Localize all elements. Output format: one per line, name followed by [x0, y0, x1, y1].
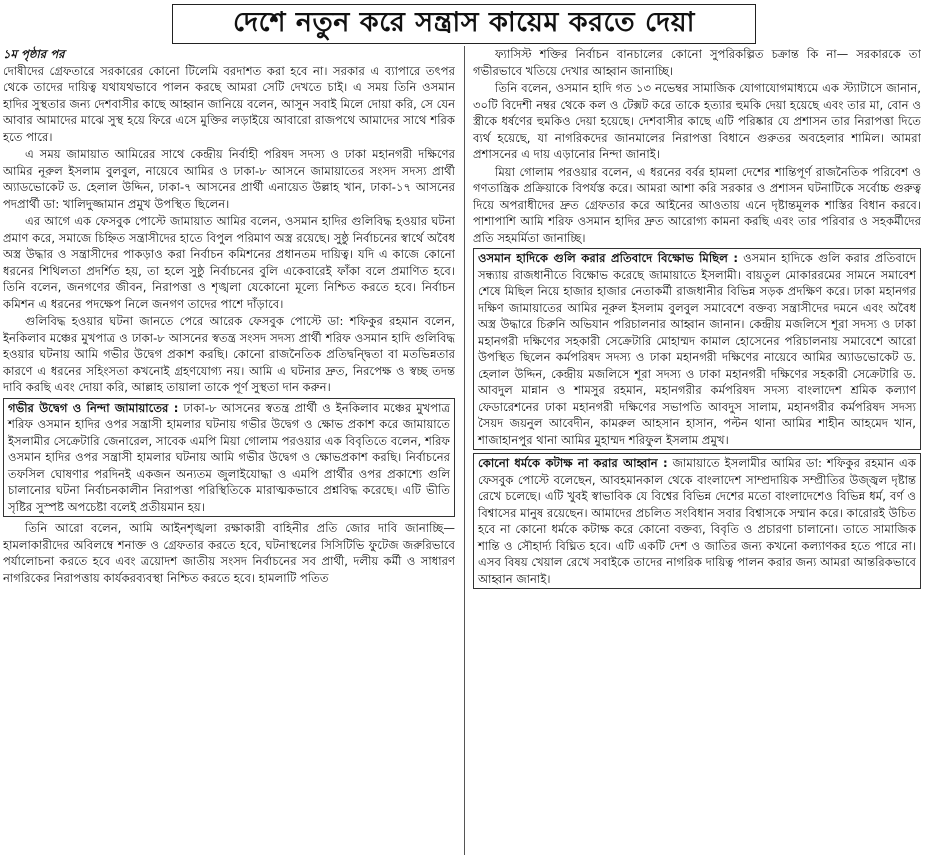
paragraph: গুলিবিদ্ধ হওয়ার ঘটনা জানতে পেরে আরেক ফেসবুক পোস্টে ডা: শফিকুর রহমান বলেন, ইনকিলাব মঞ্চের মুখপাত্র ও ঢাকা-৮ আসনের স্বতন্ত্র সংসদ সদস্য প্রার্থী শরিফ ওসমান হাদি গুলিবিদ্ধ হওয়ার ঘটনায় আমি গভীর উদ্বেগ প্রকাশ করছি। কোনো রাজনৈতিক প্রতিদ্বন্দ্বিতা বা মতভিন্নতার কারণে এ ধরনের সহিংসতা কখনোই গ্রহণযোগ্য নয়। আমি এ ঘটনার দ্রুত, নিরপেক্ষ ও স্বচ্ছ তদন্ত দাবি করছি এবং দোয়া করি, আল্লাহ তায়ালা তাকে পূর্ণ সুস্থতা দান করুন।: [3, 314, 455, 394]
paragraph-body: জামায়াতে ইসলামীর আমির ডা: শফিকুর রহমান এক ফেসবুক পোস্টে বলেছেন, আবহমানকাল থেকে বাংলাদেশ সাম্প্রদায়িক সম্প্রীতির উজ্জ্বল দৃষ্টান্ত রেখে চলেছে। এটি খুবই স্বাভাবিক যে বিশ্বের বিভিন্ন দেশের মতো বাংলাদেশেও বিভিন্ন ধর্ম, বর্ণ ও বিশ্বাসের মানুষ রয়েছেন। আমাদের প্রচলিত সংবিধান সবার বিশ্বাসকে সম্মান করে। কারোরই উচিত হবে না কোনো ধর্মকে কটাক্ষ করে কোনো বক্তব্য, বিবৃতি ও প্রচারণা চালানো। তাতে সামাজিক শান্তি ও সৌহার্দ্য বিঘ্নিত হবে। এটি একটি দেশ ও জাতির জন্য কখনো কল্যাণকর হতে পারে না। এসব বিষয় খেয়াল রেখে সবাইকে তাদের নাগরিক দায়িত্ব পালন করার জন্য আমরা আন্তরিকভাবে আহ্বান জানাই।: [478, 456, 916, 586]
article-column-right: [473, 46, 921, 857]
subheading: ওসমান হাদিকে গুলি করার প্রতিবাদে বিক্ষোভ মিছিল :: [478, 251, 738, 265]
paragraph-body: ওসমান হাদিকে গুলি করার প্রতিবাদে সন্ধ্যায় রাজধানীতে বিক্ষোভ করেছে জামায়াতে ইসলামী। বায়তুল মোকাররমের সামনে সমাবেশ শেষে মিছিল নিয়ে হাজার হাজার নেতাকর্মী রাজধানীর বিভিন্ন সড়ক প্রদক্ষিণ করে। ঢাকা মহানগর দক্ষিণ জামায়াতের আমির নূরুল ইসলাম বুলবুল সমাবেশে বক্তব্য সন্ত্রাসীদের দমনে এবং অবৈধ অস্ত্র উদ্ধারে চিরুনি অভিযান পরিচালনার আহ্বান জানান। কেন্দ্রীয় মজলিসে শূরা সদস্য ও ঢাকা মহানগরী দক্ষিণের সহকারী সেক্রেটারি মোহাম্মদ কামাল হোসেনের পরিচালনায় সমাবেশে আরো উপস্থিত ছিলেন কর্মপরিষদ সদস্য ও ঢাকা মহানগরী দক্ষিণের নায়েবে আমির অ্যাডভোকেট ড. হেলাল উদ্দিন, কেন্দ্রীয় মজলিসে শূরা সদস্য ও ঢাকা মহানগরী দক্ষিণের সহকারী সেক্রেটারি ড. আবদুল মান্নান ও শামসুর রহমান, মহানগরীর কর্মপরিষদ সদস্য বাংলাদেশ শ্রমিক কল্যাণ ফেডারেশনের ঢাকা মহানগরী দক্ষিণের সভাপতি আবদুস সালাম, মহানগরীর কর্মপরিষদ সদস্য সৈয়দ জয়নুল আবেদীন, কামরুল আহসান হাসান, পল্টন থানা আমির শাহীন আহমেদ খান, শাজাহানপুর থানা আমির মুহাম্মদ শরিফুল ইসলাম প্রমুখ।: [478, 251, 916, 447]
headline-text: দেশে নতুন করে সন্ত্রাস কায়েম করতে দেয়া: [233, 6, 695, 38]
subsection-paragraph: [473, 248, 921, 450]
continued-from-label: ১ম পৃষ্ঠার পর: [3, 47, 65, 61]
paragraph: ফ্যাসিস্ট শক্তির নির্বাচন বানচালের কোনো সুপরিকল্পিত চক্রান্ত কি না— সরকারকে তা গভীরভাবে খতিয়ে দেখার আহ্বান জানাচ্ছি।: [473, 47, 921, 78]
paragraph: মিয়া গোলাম পরওয়ার বলেন, এ ধরনের বর্বর হামলা দেশের শান্তিপূর্ণ রাজনৈতিক পরিবেশ ও গণতান্ত্রিক প্রক্রিয়াকে বিপর্যস্ত করে। আমরা আশা করি সরকার ও প্রশাসন ঘটনাটিকে সর্বোচ্চ গুরুত্ব দিয়ে অপরাধীদের দ্রুত গ্রেফতার করে আইনের আওতায় এনে দৃষ্টান্তমূলক শাস্তির বিধান করবে। পাশাপাশি আমি শরিফ ওসমান হাদির দ্রুত আরোগ্য কামনা করছি এবং তার পরিবার ও সহকর্মীদের প্রতি সহমর্মিতা জানাচ্ছি।: [473, 164, 921, 245]
paragraph: এ সময় জামায়াত আমিরের সাথে কেন্দ্রীয় নির্বাহী পরিষদ সদস্য ও ঢাকা মহানগরী দক্ষিণের আমির নূরুল ইসলাম বুলবুল, নায়েবে আমির ও ঢাকা-৮ আসনে জামায়াতের সংসদ সদস্য প্রার্থী অ্যাডভোকেট ড. হেলাল উদ্দিন, ঢাকা-৭ আসনের প্রার্থী এনায়েত উল্লাহ খান, ঢাকা-১৭ আসনের পদপ্রার্থী ডা: খালিদুজ্জামান প্রমুখ উপস্থিত ছিলেন।: [3, 147, 455, 211]
paragraph: তিনি আরো বলেন, আমি আইনশৃঙ্খলা রক্ষাকারী বাহিনীর প্রতি জোর দাবি জানাচ্ছি— হামলাকারীদের অবিলম্বে শনাক্ত ও গ্রেফতার করতে হবে, ঘটনাস্থলের সিসিটিভি ফুটেজ জরুরিভাবে পর্যালোচনা করতে হবে এবং ত্রয়োদশ জাতীয় সংসদ নির্বাচনের সব প্রার্থী, দলীয় কর্মী ও সাধারণ নাগরিকের নিরাপত্তায় কার্যকরব্যবস্থা নিশ্চিত করতে হবে। হামলাটি পতিত: [3, 521, 455, 585]
headline: [172, 4, 756, 44]
subsection-paragraph: [473, 453, 921, 589]
paragraph: তিনি বলেন, ওসমান হাদি গত ১৩ নভেম্বর সামাজিক যোগাযোগমাধ্যমে এক স্ট্যাটাসে জানান, ৩০টি বিদেশী নম্বর থেকে কল ও টেক্সট করে তাকে হত্যার হুমকি দেয়া হয়েছে এবং তার মা, বোন ও স্ত্রীকে ধর্ষণের হুমকিও দেয়া হয়েছে। দেশবাসীর কাছে এটি পরিষ্কার যে প্রশাসন তার নিরাপত্তা দিতে ব্যর্থ হয়েছে, যা নাগরিকদের জানমালের নিরাপত্তা বিধানে গুরুতর অবহেলার শামিল। আমরা প্রশাসনের এ দায় এড়ানোর নিন্দা জানাই।: [473, 81, 921, 161]
article-column-left: [3, 46, 455, 857]
paragraph-body: ঢাকা-৮ আসনের স্বতন্ত্র প্রার্থী ও ইনকিলাব মঞ্চের মুখপাত্র শরিফ ওসমান হাদির ওপর সন্ত্রাসী হামলার ঘটনায় গভীর উদ্বেগ ও ক্ষোভ প্রকাশ করে জামায়াতে ইসলামীর সেক্রেটারি জেনারেল, সাবেক এমপি মিয়া গোলাম পরওয়ার এক বিবৃতিতে বলেন, শরিফ ওসমান হাদির ওপর সন্ত্রাসী হামলার ঘটনায় আমি গভীর উদ্বেগ ও ক্ষোভপ্রকাশ করছি। নির্বাচনের তফসিল ঘোষণার পরদিনই একজন অন্যতম জুলাইযোদ্ধা ও এমপি প্রার্থীর ওপর প্রকাশ্যে গুলি চালানোর ঘটনা নির্বাচনকালীন নিরাপত্তা পরিস্থিতিকে মারাত্মকভাবে প্রশ্নবিদ্ধ করেছে। এটি ভীতি সৃষ্টির সুস্পষ্ট অপচেষ্টা বলেই প্রতীয়মান হয়।: [8, 400, 450, 514]
column-divider: [464, 46, 465, 855]
subheading: কোনো ধর্মকে কটাক্ষ না করার আহ্বান :: [478, 456, 668, 470]
subsection-paragraph: [3, 398, 455, 518]
subheading: গভীর উদ্বেগ ও নিন্দা জামায়াতের :: [8, 400, 179, 415]
paragraph: দোষীদের গ্রেফতারে সরকারের কোনো টিলেমি বরদাশত করা হবে না। সরকার এ ব্যাপারে তৎপর থেকে তাদের দায়িত্ব যথাযথভাবে পালন করছে আমরা সেটি দেখতে চাই। এ সময় তিনি ওসমান হাদির সুস্থতার জন্য দেশবাসীর কাছে আহ্বান জানিয়ে বলেন, আসুন সবাই মিলে দোয়া করি, সে যেন আবার আমাদের মাঝে সুস্থ হয়ে ফিরে এসে মুক্তির লড়াইয়ে আবারো রাজপথে আমাদের সাথে শরিক হতে পারে।: [3, 63, 455, 144]
paragraph: এর আগে এক ফেসবুক পোস্টে জামায়াত আমির বলেন, ওসমান হাদির গুলিবিদ্ধ হওয়ার ঘটনা প্রমাণ করে, সমাজে চিহ্নিত সন্ত্রাসীদের হাতে বিপুল পরিমাণ অস্ত্র রয়েছে। সুষ্ঠু নির্বাচনের স্বার্থে অবৈধ অস্ত্র উদ্ধার ও সন্ত্রাসীদের পাকড়াও করা নির্বাচন কমিশনের প্রধানতম দায়িত্ব। যদি এ কাজে কোনো ধরনের শিথিলতা প্রদর্শিত হয়, তা হলে সুষ্ঠু নির্বাচনের বুলি একেবারেই ফাঁকা বলে প্রমাণিত হবে। তিনি বলেন, জনগণের জীবন, নিরাপত্তা ও শৃঙ্খলা যেকোনো মূল্যে নিশ্চিত করতে হবে। নির্বাচন কমিশন এ ধরনের পদক্ষেপ নিলে জনগণ তাদের পাশে দাঁড়াবে।: [3, 214, 455, 311]
